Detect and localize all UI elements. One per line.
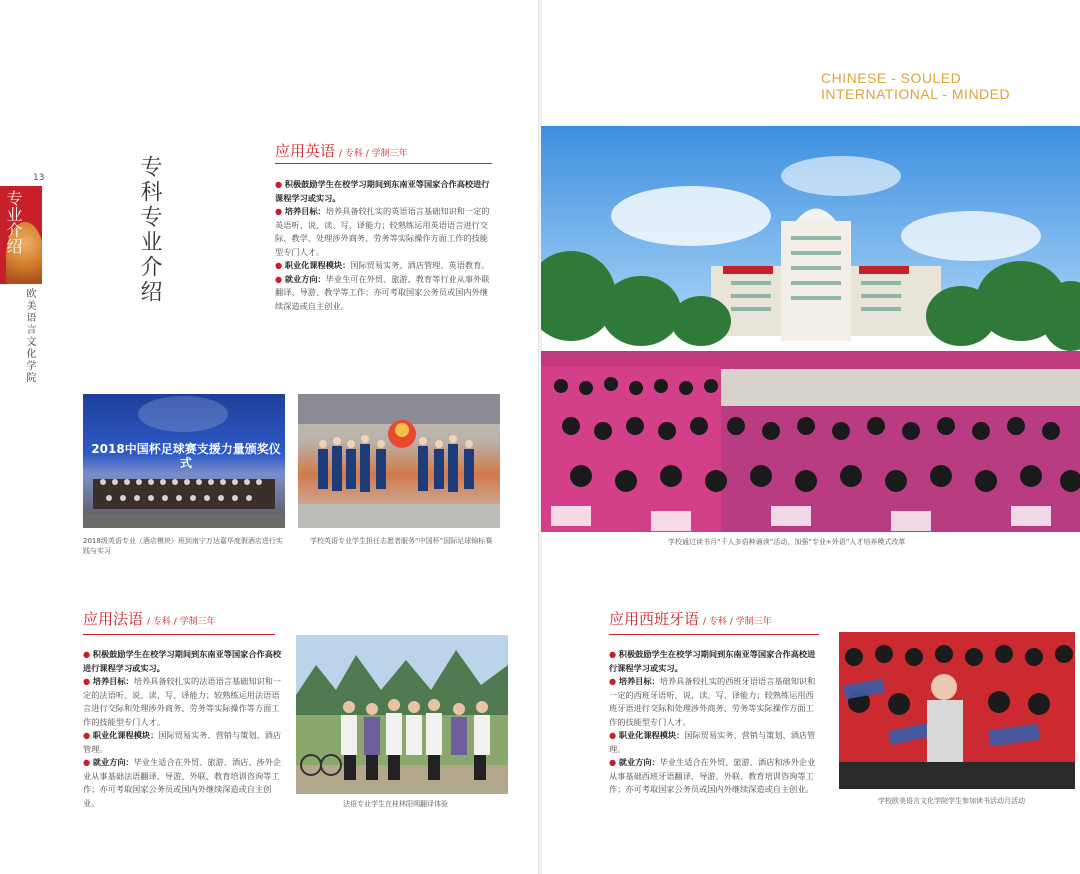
- bullet-icon: ●: [609, 730, 617, 740]
- bullet-icon: ●: [275, 273, 283, 284]
- spanish-subtitle: / 专科 / 学制三年: [703, 617, 772, 627]
- bullet-item: ● 就业方向：毕业生适合在外贸、旅游、酒店和涉外企业从事基础西班牙语翻译、导游、外联、教育培训咨询等工作；亦可考取国家公务员或国内外继续深造或自主创业。: [609, 757, 816, 794]
- french-section-title: [83, 608, 216, 629]
- bullet-item: ● 积极鼓励学生在校学习期间到东南亚等国家合作高校进行课程学习或实习。: [609, 649, 816, 673]
- school-name: 欧美语言文化学院: [24, 288, 35, 384]
- bullet-icon: ●: [609, 649, 617, 659]
- english-subtitle: / 专科 / 学制三年: [339, 149, 408, 159]
- photo-caption: 学校英语专业学生担任志愿者服务“中国杯”国际足球锦标赛: [310, 537, 493, 545]
- section-tab-left: [0, 186, 42, 284]
- bullet-icon: ●: [609, 757, 617, 767]
- bullet-icon: ●: [83, 757, 91, 767]
- bullet-icon: ●: [83, 676, 91, 686]
- spanish-title: 应用西班牙语: [609, 610, 700, 628]
- photo-caption: 法语专业学生在桂林阳朔翻译体验: [343, 800, 448, 808]
- photo-reading-month: [839, 632, 1075, 789]
- english-title: 应用英语: [275, 142, 336, 160]
- motto-line-1: CHINESE - SOULED: [821, 70, 962, 86]
- french-description: [83, 648, 283, 810]
- bullet-icon: ●: [83, 649, 91, 659]
- bullet-icon: ●: [83, 730, 91, 740]
- spanish-title-rule: [609, 634, 819, 635]
- bullet-item: ● 培养目标：培养具备较扎实的英语语言基础知识和一定的英语听、说、读、写、译能力；较熟练运用英语语言进行交际、教学、处理涉外商务、劳务等实际操作方面工作的技能型专门人才。: [275, 206, 490, 257]
- spanish-description: [609, 648, 819, 797]
- french-title-rule: [83, 634, 275, 635]
- english-title-rule: [275, 163, 492, 164]
- bullet-item: ● 培养目标：培养具备较扎实的西班牙语语言基础知识和一定的西班牙语听、说、读、写、译能力；较熟练运用西班牙语进行交际和处理涉外商务、劳务等实际操作方面工作的技能型专门人才。: [609, 676, 816, 727]
- bullet-icon: ●: [275, 206, 283, 216]
- photo-caption: 学校通过读书月“千人多语种诵读”活动，加强“专业+外语”人才培养模式改革: [668, 538, 906, 546]
- bullet-icon: ●: [275, 179, 283, 189]
- bullet-icon: ●: [609, 676, 617, 686]
- photo-banner-text: 2018中国杯足球赛支援力量颁奖仪式: [91, 442, 281, 470]
- photo-caption: 学校欧美语言文化学院学生参加读书活动月活动: [878, 797, 1025, 805]
- bullet-item: ● 职业化课程模块：国际贸易实务、酒店管理、英语教育。: [275, 260, 490, 270]
- bullet-icon: ●: [275, 260, 283, 270]
- bullet-item: ● 职业化课程模块：国际贸易实务、营销与策划、酒店管理。: [609, 730, 816, 754]
- motto: [821, 70, 1010, 102]
- bullet-item: ● 职业化课程模块：国际贸易实务、营销与策划、酒店管理。: [83, 730, 282, 754]
- photo-campus-reading-event: [541, 126, 1080, 532]
- french-title: 应用法语: [83, 610, 144, 628]
- page-number-left: 13: [33, 173, 45, 183]
- bullet-item: ● 积极鼓励学生在校学习期间到东南亚等国家合作高校进行课程学习或实习。: [275, 179, 490, 203]
- english-description: [275, 178, 491, 313]
- photo-guilin-yangshuo: [296, 635, 508, 794]
- bullet-item: ● 积极鼓励学生在校学习期间到东南亚等国家合作高校进行课程学习或实习。: [83, 649, 282, 673]
- motto-line-2: INTERNATIONAL - MINDED: [821, 86, 1011, 102]
- spanish-section-title: [609, 608, 772, 629]
- section-tab-label: 专业介绍: [4, 190, 23, 254]
- bullet-item: ● 就业方向：毕业生适合在外贸、旅游、酒店、涉外企业从事基础法语翻译、导游、外联、教育培训咨询等工作；亦可考取国家公务员或国内外继续深造或自主创业。: [83, 757, 282, 808]
- photo-award-ceremony: [83, 394, 285, 528]
- photo-caption: 2018级英语专业（酒店模块）班到南宁万达嘉华度假酒店进行实践与实习: [83, 537, 283, 555]
- photo-football-volunteers: [298, 394, 500, 528]
- page-title: 专科专业介绍: [137, 155, 162, 305]
- bullet-item: ● 培养目标：培养具备较扎实的法语语言基础知识和一定的法语听、说、读、写、译能力；较熟练运用法语语言进行交际和处理涉外商务、劳务等实际操作等方面工作的技能型专门人才。: [83, 676, 282, 727]
- french-subtitle: / 专科 / 学制三年: [147, 617, 216, 627]
- english-section-title: [275, 140, 408, 161]
- bullet-item: ● 就业方向：毕业生可在外贸、旅游、教育等行业从事外联翻译、导游、教学等工作；亦可考取国家公务员或国内外继续深造或自主创业。: [275, 273, 490, 311]
